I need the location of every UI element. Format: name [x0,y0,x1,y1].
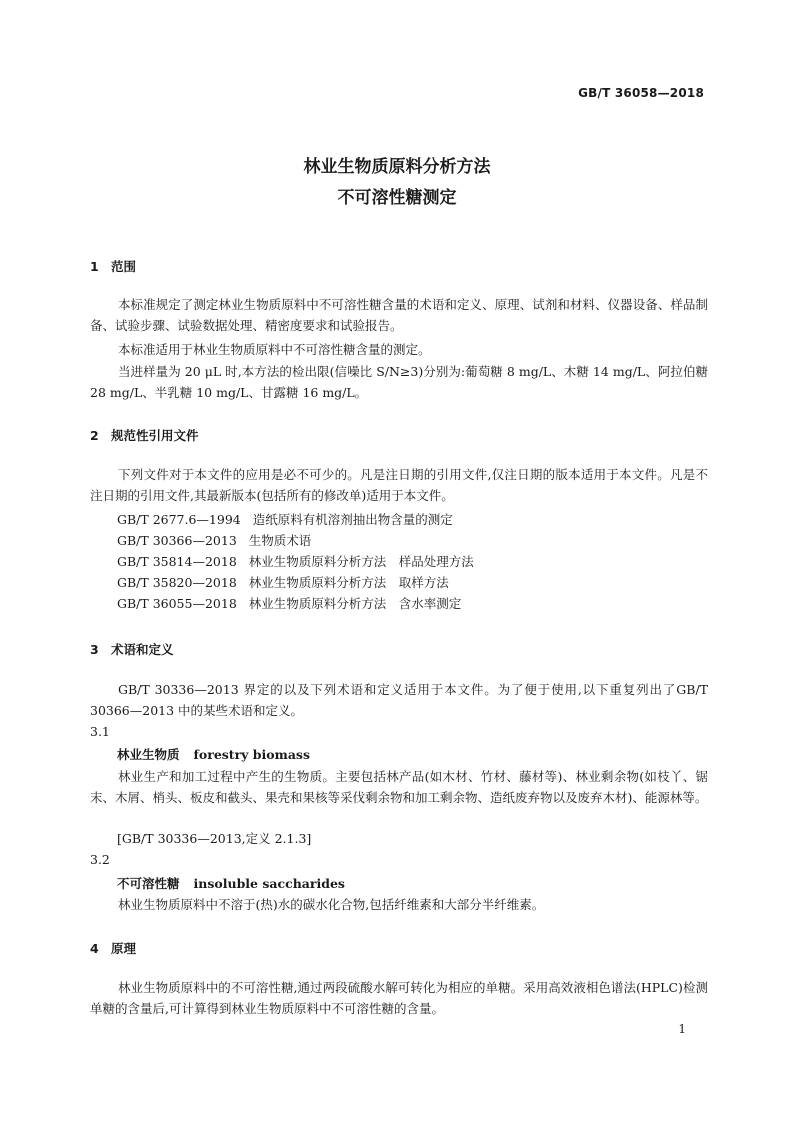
term-chinese: 林业生物质 [117,747,180,762]
section-4-heading [90,939,136,957]
document-title-line2: 不可溶性糖测定 [337,188,457,208]
standard-code: GB/T 36058—2018 [578,86,704,100]
term-definition: 林业生产和加工过程中产生的生物质。主要包括林产品(如木材、竹材、藤材等)、林业剩余物(如枝丫、锯末、木屑、梢头、板皮和截头、果壳和果核等采伐剩余物和加工剩余物、造纸废弃物以及废弃木材)、能源林等。 [90,769,708,805]
term-english: insoluble saccharides [193,876,345,891]
page-number: 1 [678,1022,686,1036]
section-2-paragraph-1: 下列文件对于本文件的应用是必不可少的。凡是注日期的引用文件,仅注日期的版本适用于本文件。凡是不注日期的引用文件,其最新版本(包括所有的修改单)适用于本文件。 [90,467,708,503]
reference-row [117,573,449,591]
section-3-paragraph-1: GB/T 30336—2013 界定的以及下列术语和定义适用于本文件。为了便于使用,以下重复列出了GB/T 30366—2013 中的某些术语和定义。 [90,682,708,718]
reference-code: GB/T 36055—2018 [117,596,237,611]
section-number: 3 [90,642,99,657]
section-number: 2 [90,428,99,443]
reference-row [117,552,474,570]
term-english: forestry biomass [193,747,311,762]
reference-name: 生物质术语 [248,533,312,548]
section-4-paragraph-1: 林业生物质原料中的不可溶性糖,通过两段硫酸水解可转化为相应的单糖。采用高效液相色谱法(HPLC)检测单糖的含量后,可计算得到林业生物质原料中不可溶性糖的含量。 [90,980,708,1016]
clause-number: 3.2 [90,852,110,867]
reference-row [117,510,453,528]
section-title: 原理 [111,941,137,956]
term-source: [GB/T 30336—2013,定义 2.1.3] [117,831,312,846]
reference-name: 林业生物质原料分析方法 样品处理方法 [248,554,474,569]
term-heading [117,874,345,892]
reference-name: 林业生物质原料分析方法 含水率测定 [248,596,462,611]
section-1-paragraph-2: 本标准适用于林业生物质原料中不可溶性糖含量的测定。 [118,342,431,357]
section-2-heading [90,426,199,444]
term-definition: 林业生物质原料中不溶于(热)水的碳水化合物,包括纤维素和大部分半纤维素。 [118,897,545,912]
reference-code: GB/T 35814—2018 [117,554,237,569]
term-heading [117,745,310,763]
reference-code: GB/T 2677.6—1994 [117,512,241,527]
section-1-paragraph-1: 本标准规定了测定林业生物质原料中不可溶性糖含量的术语和定义、原理、试剂和材料、仪器设备、样品制备、试验步骤、试验数据处理、精密度要求和试验报告。 [90,297,708,333]
document-title-line1: 林业生物质原料分析方法 [303,157,491,177]
reference-row [117,531,311,549]
section-number: 1 [90,259,99,274]
section-title: 规范性引用文件 [111,428,199,443]
section-title: 术语和定义 [111,642,174,657]
term-chinese: 不可溶性糖 [117,876,180,891]
section-3-heading [90,640,174,658]
reference-code: GB/T 35820—2018 [117,575,237,590]
section-1-heading [90,257,136,275]
clause-number: 3.1 [90,724,110,739]
reference-name: 林业生物质原料分析方法 取样方法 [248,575,449,590]
section-1-paragraph-3: 当进样量为 20 μL 时,本方法的检出限(信噪比 S/N≥3)分别为:葡萄糖 8 mg/L、木糖 14 mg/L、阿拉伯糖 28 mg/L、半乳糖 10 mg/L、甘露糖 16 mg/L。 [90,364,708,400]
reference-name: 造纸原料有机溶剂抽出物含量的测定 [252,512,453,527]
reference-code: GB/T 30366—2013 [117,533,237,548]
section-number: 4 [90,941,99,956]
reference-row [117,594,461,612]
section-title: 范围 [111,259,137,274]
